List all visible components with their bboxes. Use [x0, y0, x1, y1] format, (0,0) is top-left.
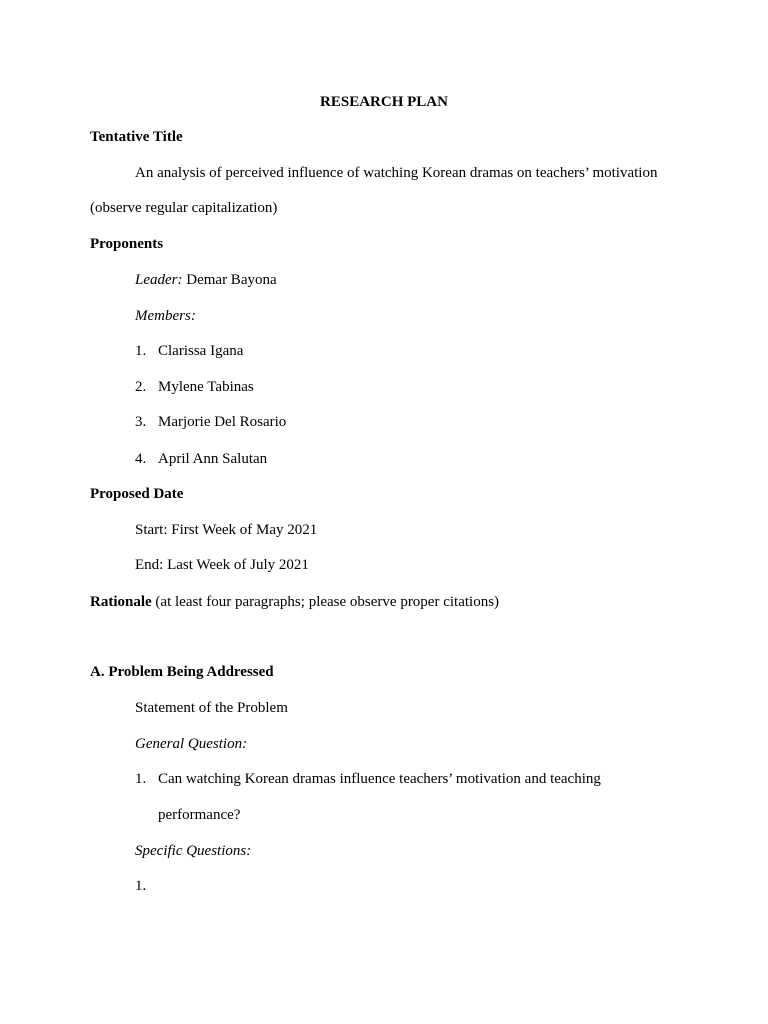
- member-number: 1.: [135, 343, 147, 359]
- member-name: April Ann Salutan: [158, 451, 268, 467]
- proponents-heading: Proponents: [90, 236, 164, 252]
- member-item: [135, 378, 254, 396]
- proposed-date-heading: Proposed Date: [90, 486, 184, 502]
- rationale-note: (at least four paragraphs; please observe proper citations): [151, 594, 500, 610]
- question-text-continued: performance?: [158, 807, 241, 823]
- question-number: 1.: [135, 878, 147, 894]
- member-item: [135, 450, 267, 468]
- general-question-item: [135, 770, 601, 788]
- member-number: 3.: [135, 414, 147, 430]
- tentative-title-heading: Tentative Title: [90, 129, 183, 145]
- member-item: [135, 342, 243, 360]
- question-text: Can watching Korean dramas influence teachers’ motivation and teaching: [158, 771, 601, 787]
- tentative-title-note: (observe regular capitalization): [90, 200, 278, 216]
- rationale-line: [90, 593, 499, 611]
- leader-label: Leader:: [135, 272, 183, 288]
- member-name: Clarissa Igana: [158, 343, 244, 359]
- problem-heading: A. Problem Being Addressed: [90, 664, 274, 680]
- member-name: Marjorie Del Rosario: [158, 414, 287, 430]
- member-item: [135, 413, 286, 431]
- leader-line: [135, 271, 277, 289]
- specific-question-item: [135, 877, 158, 895]
- members-label: Members:: [135, 308, 196, 324]
- tentative-title-text: An analysis of perceived influence of watching Korean dramas on teachers’ motivation: [135, 165, 658, 181]
- specific-questions-label: Specific Questions:: [135, 843, 252, 859]
- member-name: Mylene Tabinas: [158, 379, 254, 395]
- rationale-heading: Rationale: [90, 594, 152, 610]
- end-date: End: Last Week of July 2021: [135, 557, 309, 573]
- leader-name: Demar Bayona: [182, 272, 277, 288]
- member-number: 4.: [135, 451, 147, 467]
- member-number: 2.: [135, 379, 147, 395]
- question-number: 1.: [135, 771, 147, 787]
- start-date: Start: First Week of May 2021: [135, 522, 318, 538]
- statement-label: Statement of the Problem: [135, 700, 288, 716]
- general-question-label: General Question:: [135, 736, 248, 752]
- document-title: RESEARCH PLAN: [320, 94, 448, 110]
